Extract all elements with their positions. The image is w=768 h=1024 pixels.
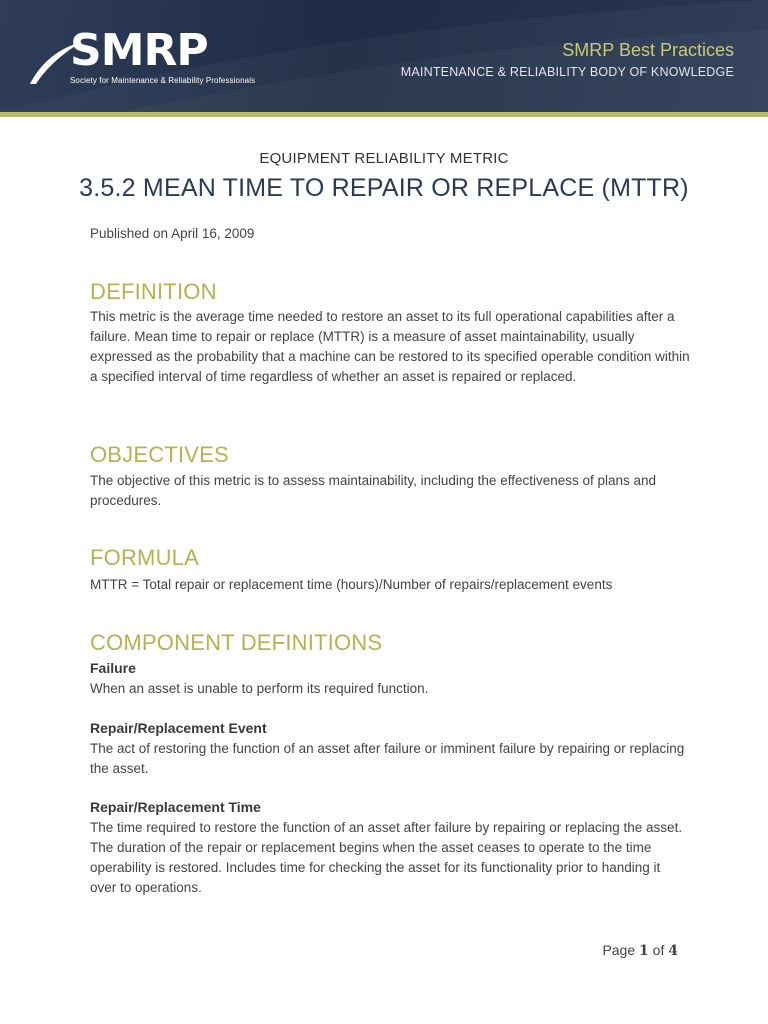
term-failure-definition: When an asset is unable to perform its required function.	[90, 681, 429, 696]
definition-text: This metric is the average time needed to restore an asset to its full operational capabilities after a failure. Mean time to repair or replace (MTTR) is a measure of asset maintainability, usually expressed as the probability that a machine can be restored to its specified operable condition within a specified interval of time regardless of whether an asset is repaired or replaced.	[90, 309, 690, 384]
term-repair-replacement-time-definition: The time required to restore the function of an asset after failure by repairing or replacing the asset. The duration of the repair or replacement begins when the asset ceases to operate to the time operability is restored. Includes time for checking the asset for its functionality prior to handing it over to operations.	[90, 820, 683, 895]
objectives-heading: OBJECTIVES	[90, 442, 229, 467]
page-label: Page	[602, 942, 636, 958]
formula-text: MTTR = Total repair or replacement time (hours)/Number of repairs/replacement events	[90, 577, 613, 592]
of-label: of	[652, 942, 665, 958]
term-repair-replacement-event: Repair/Replacement Event	[90, 720, 267, 736]
smrp-logo: SMRP	[70, 25, 208, 76]
formula-heading: FORMULA	[90, 545, 199, 570]
header-accent-stripe	[0, 112, 768, 117]
term-repair-replacement-time: Repair/Replacement Time	[90, 799, 261, 815]
definition-heading: DEFINITION	[90, 279, 217, 304]
best-practices-label: SMRP Best Practices	[562, 40, 734, 60]
document-title: 3.5.2 MEAN TIME TO REPAIR OR REPLACE (MTTR)	[79, 174, 689, 202]
page-number	[602, 942, 678, 959]
term-failure: Failure	[90, 660, 136, 676]
term-repair-replacement-event-definition: The act of restoring the function of an asset after failure or imminent failure by repairing or replacing the asset.	[90, 741, 685, 776]
objectives-text: The objective of this metric is to assess maintainability, including the effectiveness of plans and procedures.	[90, 473, 657, 508]
published-date: Published on April 16, 2009	[90, 226, 255, 241]
logo-subtitle: Society for Maintenance & Reliability Professionals	[70, 76, 256, 85]
total-pages: 4	[668, 943, 678, 959]
document-kicker: EQUIPMENT RELIABILITY METRIC	[259, 150, 509, 167]
current-page: 1	[639, 943, 649, 959]
component-definitions-heading: COMPONENT DEFINITIONS	[90, 630, 383, 655]
body-of-knowledge-label: MAINTENANCE & RELIABILITY BODY OF KNOWLEDGE	[400, 65, 734, 79]
page-header	[0, 0, 768, 112]
